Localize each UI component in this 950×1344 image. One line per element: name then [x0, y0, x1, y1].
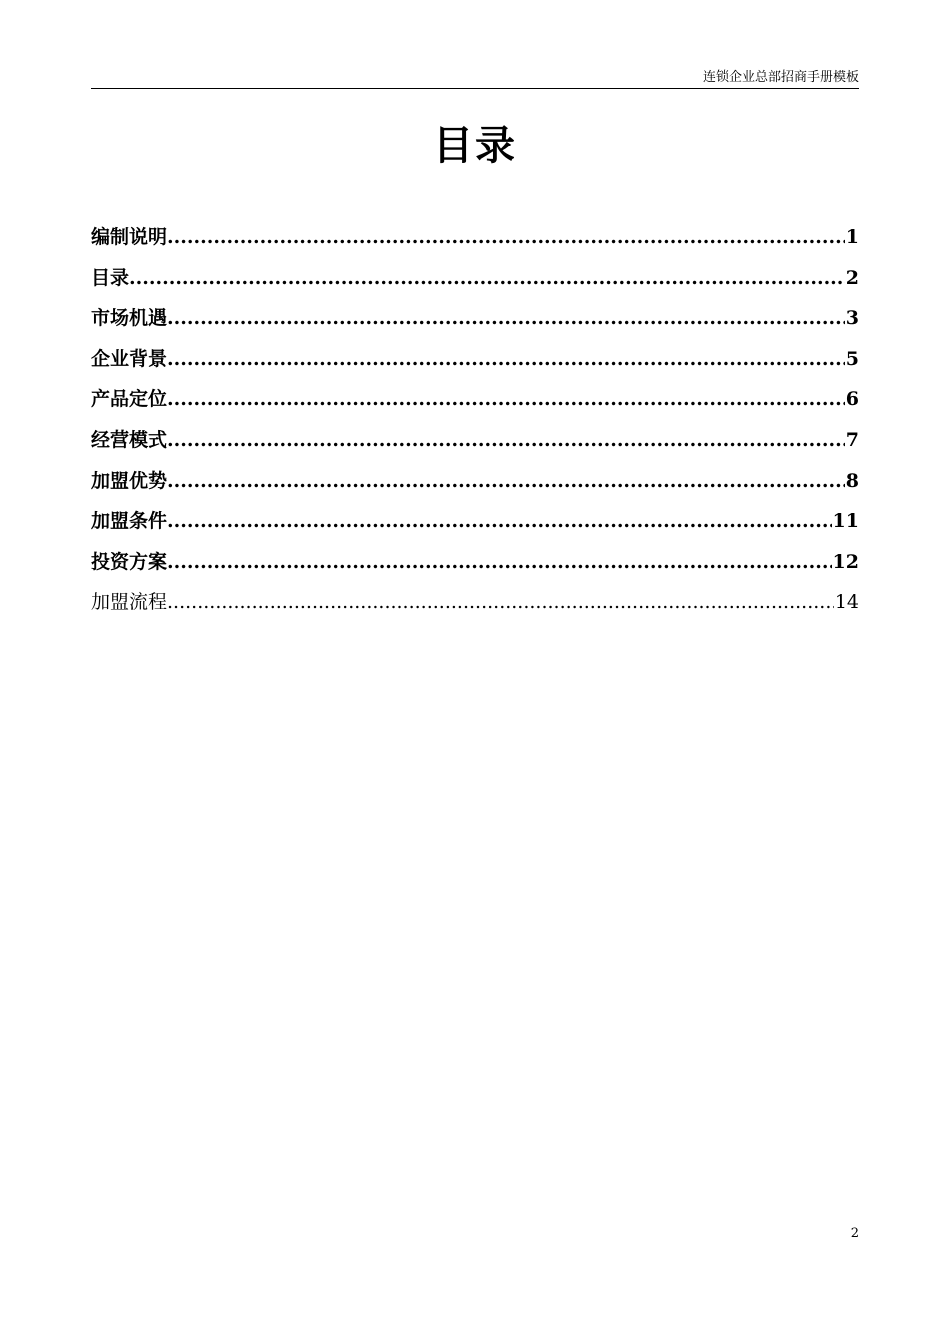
toc-entry[interactable] [91, 547, 859, 588]
table-of-contents [91, 222, 859, 628]
toc-dot-leader [167, 384, 845, 414]
toc-entry[interactable] [91, 506, 859, 547]
toc-entry-page: 12 [832, 550, 859, 573]
toc-entry-page: 2 [845, 266, 859, 289]
toc-entry[interactable] [91, 384, 859, 425]
toc-entry-label: 市场机遇 [91, 307, 168, 330]
toc-entry[interactable] [91, 425, 859, 466]
toc-entry-label: 目录 [91, 266, 130, 289]
toc-dot-leader [129, 263, 845, 293]
toc-dot-leader [167, 587, 834, 617]
toc-dot-leader [167, 303, 845, 333]
toc-dot-leader [167, 425, 845, 455]
header-title: 连锁企业总部招商手册模板 [702, 70, 859, 85]
toc-entry-page: 11 [832, 510, 859, 533]
toc-dot-leader [167, 222, 845, 252]
toc-entry-page: 3 [845, 307, 859, 330]
toc-entry[interactable] [91, 587, 859, 628]
toc-entry-label: 投资方案 [91, 550, 168, 573]
toc-entry-label: 加盟流程 [91, 591, 168, 614]
toc-entry-page: 14 [834, 591, 859, 614]
toc-entry[interactable] [91, 466, 859, 507]
toc-dot-leader [167, 466, 845, 496]
toc-dot-leader [167, 547, 832, 577]
toc-entry[interactable] [91, 303, 859, 344]
page-header [91, 70, 859, 89]
toc-entry-label: 经营模式 [91, 428, 168, 451]
toc-entry-page: 1 [845, 226, 859, 248]
toc-dot-leader [167, 506, 832, 536]
toc-entry-label: 企业背景 [91, 347, 168, 370]
toc-entry-label: 产品定位 [91, 388, 168, 411]
toc-dot-leader [167, 344, 845, 374]
toc-entry[interactable] [91, 263, 859, 304]
toc-entry-page: 7 [845, 428, 859, 451]
toc-entry-label: 加盟条件 [91, 510, 168, 533]
toc-entry-page: 6 [845, 388, 859, 411]
toc-entry-page: 8 [845, 469, 859, 492]
page-number: 2 [850, 1226, 859, 1241]
toc-entry[interactable] [91, 344, 859, 385]
toc-entry[interactable] [91, 222, 859, 263]
toc-entry-label: 编制说明 [91, 226, 168, 248]
toc-entry-label: 加盟优势 [91, 469, 168, 492]
toc-entry-page: 5 [845, 347, 859, 370]
page-title: 目录 [433, 123, 517, 169]
